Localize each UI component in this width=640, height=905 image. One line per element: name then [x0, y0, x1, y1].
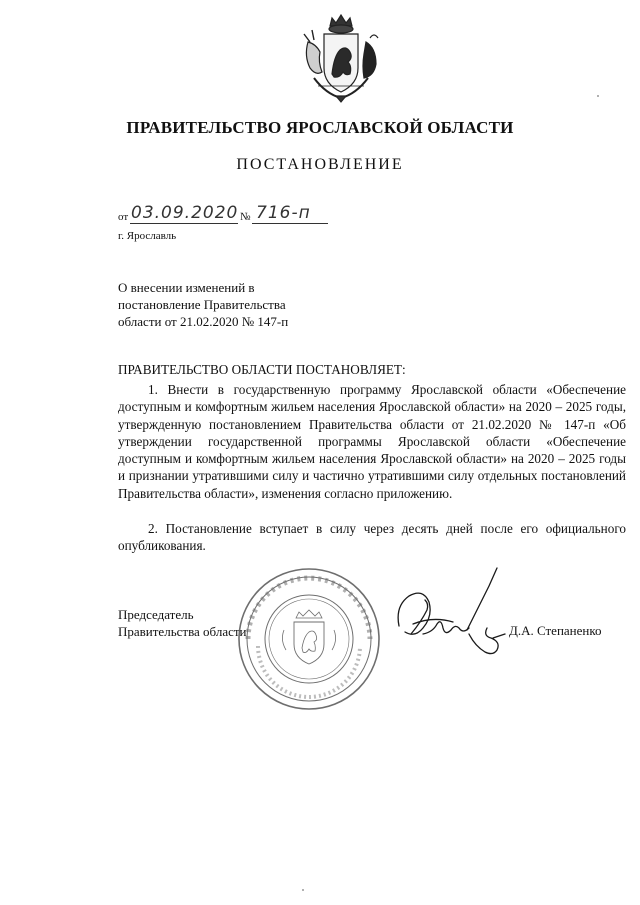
position-line: Правительства области — [118, 624, 247, 639]
decree-subject — [118, 279, 378, 330]
subject-line: области от 21.02.2020 № 147-п — [118, 314, 289, 329]
signatory-position — [118, 606, 247, 640]
number-underline — [252, 223, 328, 224]
signatory-name: Д.А. Степаненко — [509, 623, 602, 638]
paragraph-2: 2. Постановление вступает в силу через десять дней после его официального опубликования. — [118, 521, 626, 554]
position-line: Председатель — [118, 607, 194, 622]
scan-speck — [597, 95, 599, 97]
document-type: ПОСТАНОВЛЕНИЕ — [236, 156, 404, 173]
scan-speck — [302, 889, 304, 891]
coat-of-arms-icon — [296, 12, 386, 104]
number-prefix: № — [240, 211, 251, 223]
document-number: 716-п — [256, 203, 311, 223]
document-date: 03.09.2020 — [131, 203, 239, 223]
paragraph-1: 1. Внести в государственную программу Ярославской области «Обеспечение доступным и комфортным жильем населения Ярославской области» на 2020 – 2025 годы, утвержденную постановлением Правительства области от 21.02.2020 № 147-п «Об утверждении государственной программы Ярославской области «Обеспечение доступным и комфортным жильем населения Ярославской области» на 2020 – 2025 годы и признании утратившими силу и частично утратившими силу отдельных постановлений Правительства области», изменения согласно приложению. — [118, 382, 626, 501]
date-prefix: от — [118, 211, 129, 223]
city-label: г. Ярославль — [118, 230, 177, 242]
decree-heading: ПРАВИТЕЛЬСТВО ОБЛАСТИ ПОСТАНОВЛЯЕТ: — [118, 362, 406, 377]
government-title: ПРАВИТЕЛЬСТВО ЯРОСЛАВСКОЙ ОБЛАСТИ — [126, 118, 514, 137]
subject-line: О внесении изменений в — [118, 280, 255, 295]
date-number-line — [118, 203, 358, 225]
date-underline — [130, 223, 238, 224]
subject-line: постановление Правительства — [118, 297, 286, 312]
official-seal-icon — [236, 566, 382, 712]
handwritten-signature-icon — [393, 562, 511, 674]
